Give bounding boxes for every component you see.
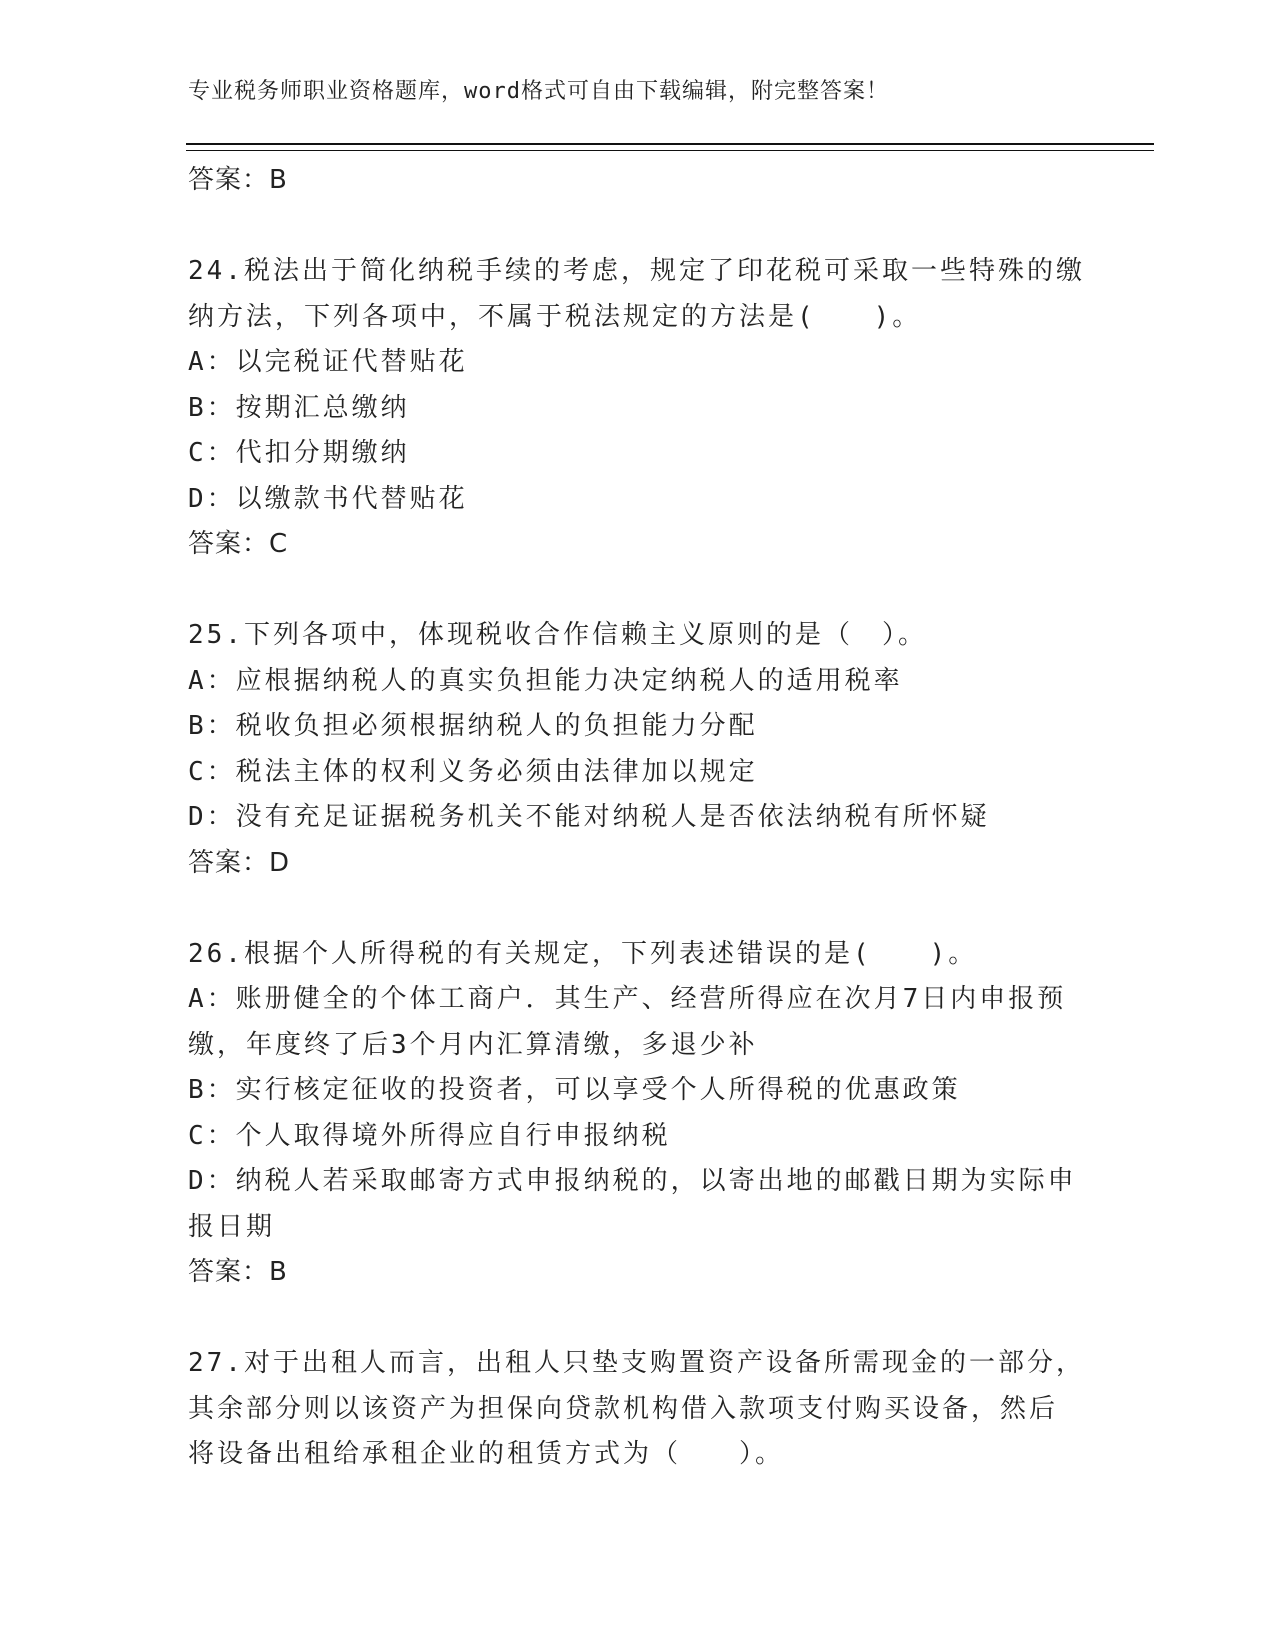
option-d-continued: 报日期	[188, 1211, 276, 1242]
option-a: A：应根据纳税人的真实负担能力决定纳税人的适用税率	[188, 665, 903, 696]
page-header: 专业税务师职业资格题库，word格式可自由下载编辑，附完整答案！	[188, 79, 889, 104]
option-b: B：税收负担必须根据纳税人的负担能力分配	[188, 711, 758, 741]
question-27	[188, 1341, 1088, 1478]
header-divider	[186, 143, 1154, 151]
question-stem: 纳方法，下列各项中，不属于税法规定的方法是( )。	[188, 301, 922, 332]
answer-line: 答案：B	[188, 165, 288, 195]
question-content	[188, 158, 1088, 1478]
option-a: A：以完税证代替贴花	[188, 347, 468, 377]
option-a-continued: 缴，年度终了后3个月内汇算清缴，多退少补	[188, 1029, 758, 1060]
option-d: D：以缴款书代替贴花	[188, 483, 468, 514]
question-stem: 27.对于出租人而言，出租人只垫支购置资产设备所需现金的一部分，	[188, 1348, 1085, 1378]
question-stem: 25.下列各项中，体现税收合作信赖主义原则的是（ ）。	[188, 620, 927, 650]
answer-line: 答案：B	[188, 1257, 288, 1287]
question-24	[188, 249, 1088, 568]
question-26	[188, 932, 1088, 1296]
option-d: D：没有充足证据税务机关不能对纳税人是否依法纳税有所怀疑	[188, 802, 990, 832]
question-stem: 其余部分则以该资产为担保向贷款机构借入款项支付购买设备，然后	[188, 1393, 1059, 1424]
option-c: C：代扣分期缴纳	[188, 438, 410, 468]
option-b: B：实行核定征收的投资者，可以享受个人所得税的优惠政策	[188, 1075, 961, 1105]
answer-line: 答案：D	[188, 847, 291, 878]
question-stem: 26.根据个人所得税的有关规定，下列表述错误的是( )。	[188, 938, 978, 969]
answer-line: 答案：C	[188, 529, 289, 559]
option-c: C：个人取得境外所得应自行申报纳税	[188, 1120, 671, 1151]
option-c: C：税法主体的权利义务必须由法律加以规定	[188, 756, 758, 787]
question-25	[188, 613, 1088, 886]
option-a: A：账册健全的个体工商户．其生产、经营所得应在次月7日内申报预	[188, 984, 1067, 1014]
question-stem: 24.税法出于简化纳税手续的考虑，规定了印花税可采取一些特殊的缴	[188, 256, 1085, 286]
option-d: D：纳税人若采取邮寄方式申报纳税的，以寄出地的邮戳日期为实际申	[188, 1166, 1077, 1196]
option-b: B：按期汇总缴纳	[188, 392, 410, 423]
question-stem: 将设备出租给承租企业的租赁方式为（ ）。	[188, 1439, 785, 1469]
